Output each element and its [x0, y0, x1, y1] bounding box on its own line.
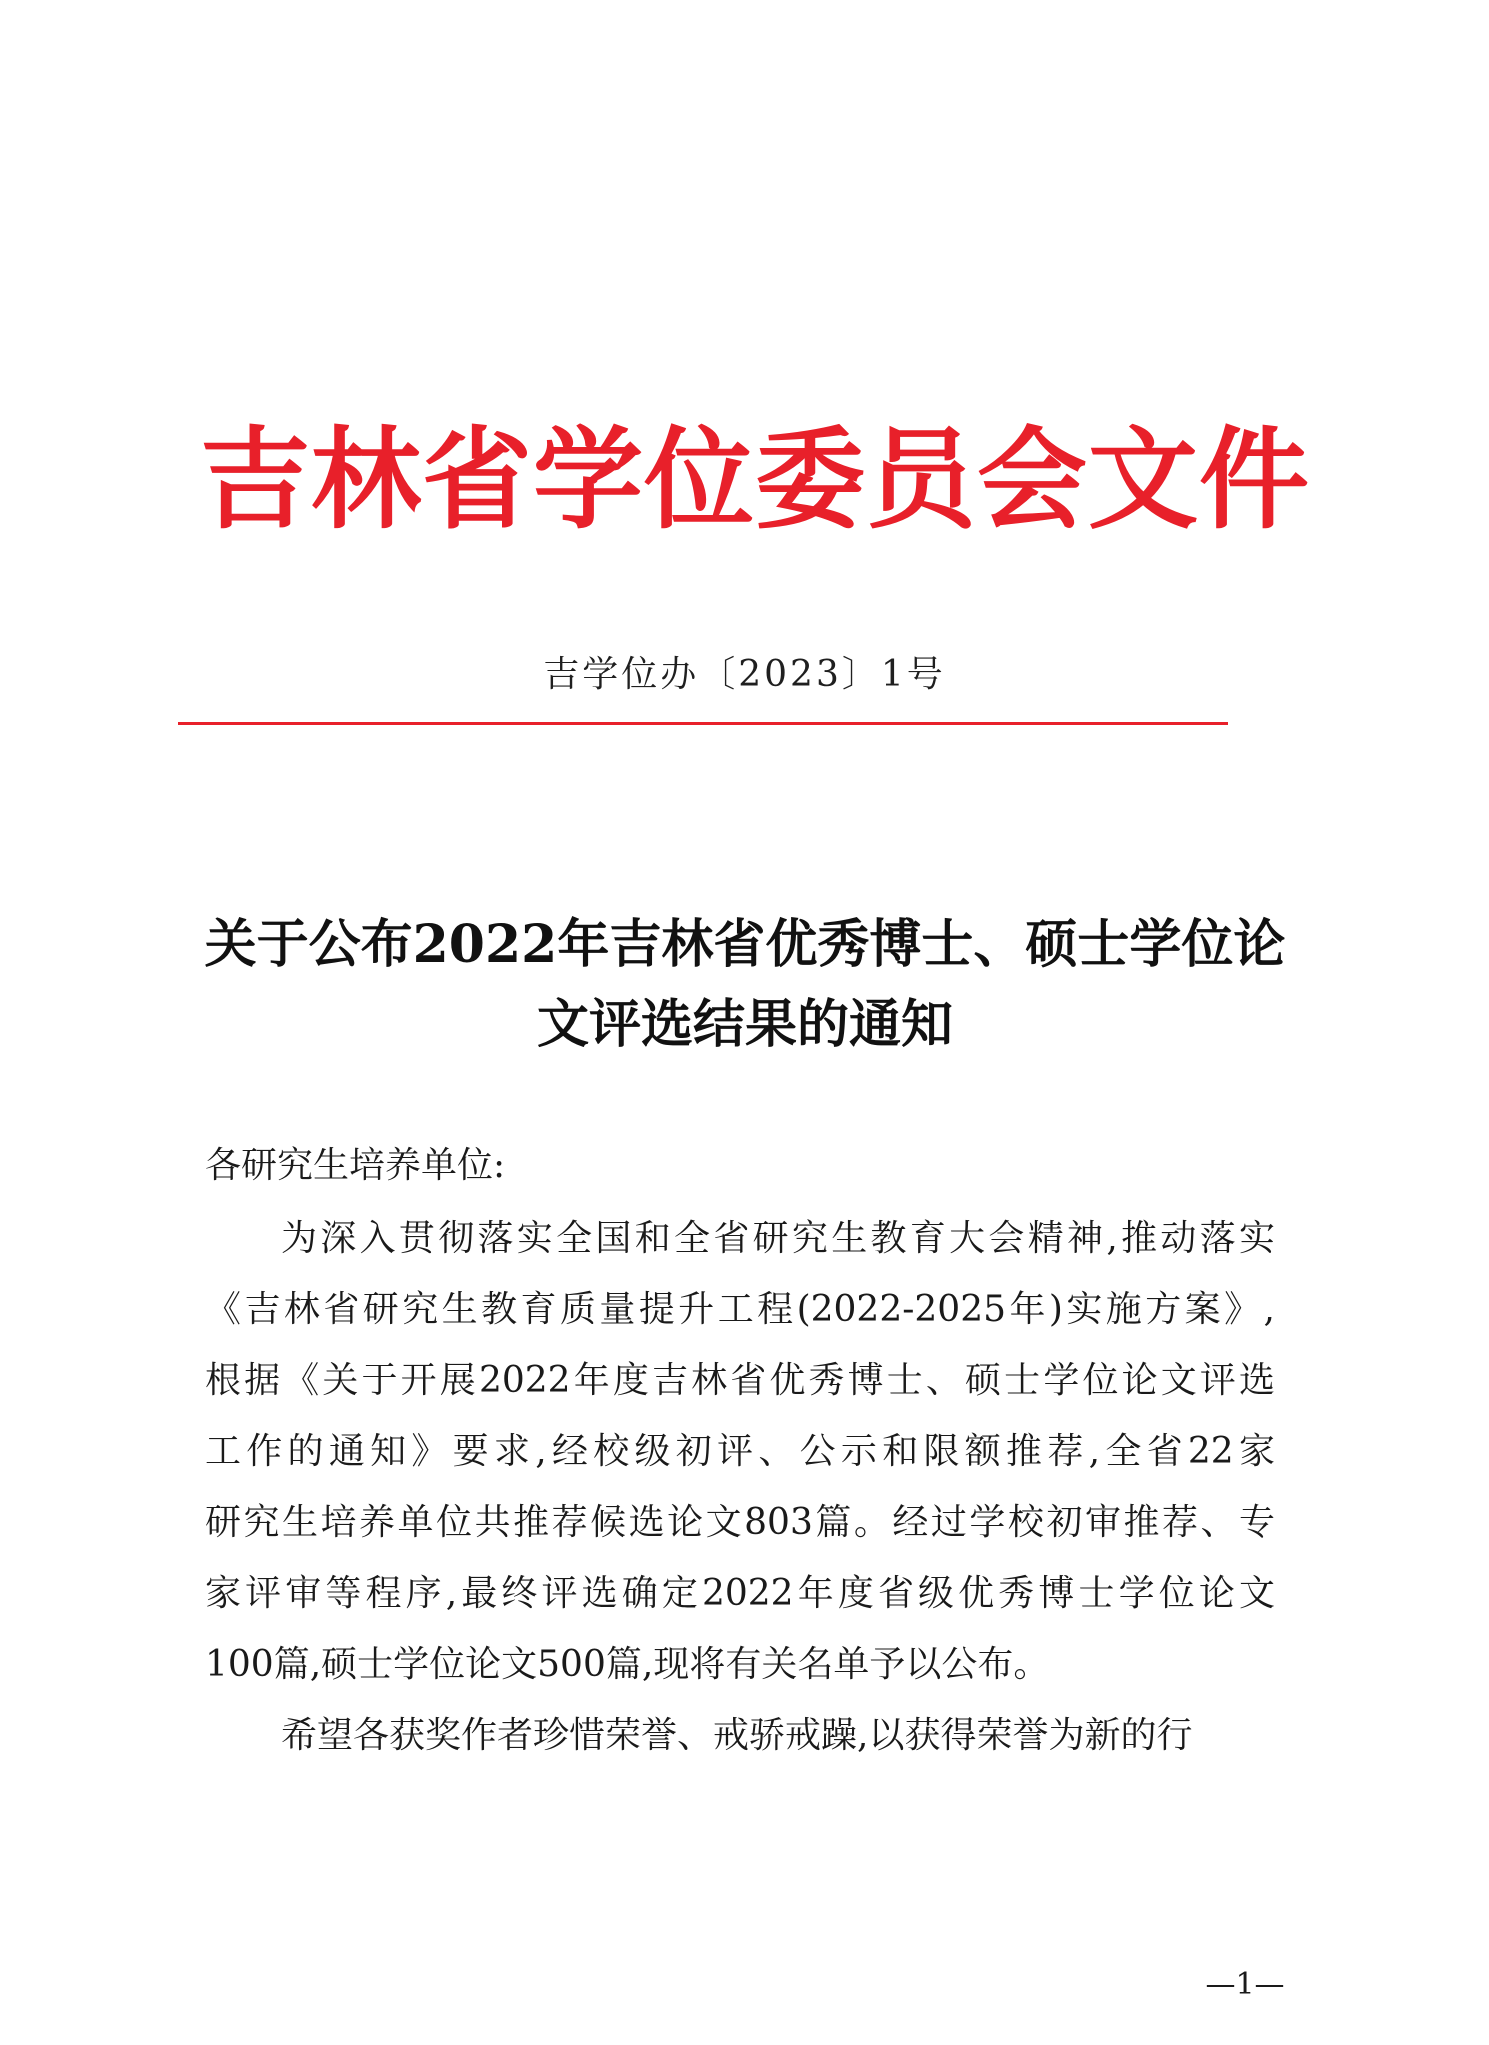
paragraph-1	[205, 1203, 1275, 1700]
notice-title-line-2: 文评选结果的通知	[536, 994, 953, 1055]
notice-title-line-1: 关于公布2022年吉林省优秀博士、硕士学位论	[204, 914, 1286, 975]
masthead-title: 吉林省学位委员会文件	[200, 416, 1310, 544]
paragraph-line: 希望各获奖作者珍惜荣誉、戒骄戒躁,以获得荣誉为新的行	[281, 1715, 1193, 1756]
paragraph-line: 工作的通知》要求,经校级初评、公示和限额推荐,全省22家	[205, 1431, 1275, 1472]
document-number: 吉学位办〔2023〕1号	[543, 654, 946, 695]
notice-title	[190, 905, 1300, 1065]
paragraph-line: 研究生培养单位共推荐候选论文803篇。经过学校初审推荐、专	[205, 1502, 1275, 1543]
paragraph-line: 为深入贯彻落实全国和全省研究生教育大会精神,推动落实	[281, 1218, 1275, 1259]
page-number: —1—	[1205, 1967, 1285, 2002]
salutation: 各研究生培养单位:	[205, 1145, 506, 1186]
red-divider-rule	[178, 722, 1228, 725]
paragraph-line: 家评审等程序,最终评选确定2022年度省级优秀博士学位论文	[205, 1573, 1275, 1614]
paragraph-2	[205, 1700, 1275, 1771]
paragraph-line: 根据《关于开展2022年度吉林省优秀博士、硕士学位论文评选	[205, 1360, 1275, 1401]
paragraph-line: 《吉林省研究生教育质量提升工程(2022-2025年)实施方案》,	[205, 1289, 1275, 1330]
paragraph-line: 100篇,硕士学位论文500篇,现将有关名单予以公布。	[205, 1644, 1050, 1685]
body-text	[205, 1130, 1275, 1771]
